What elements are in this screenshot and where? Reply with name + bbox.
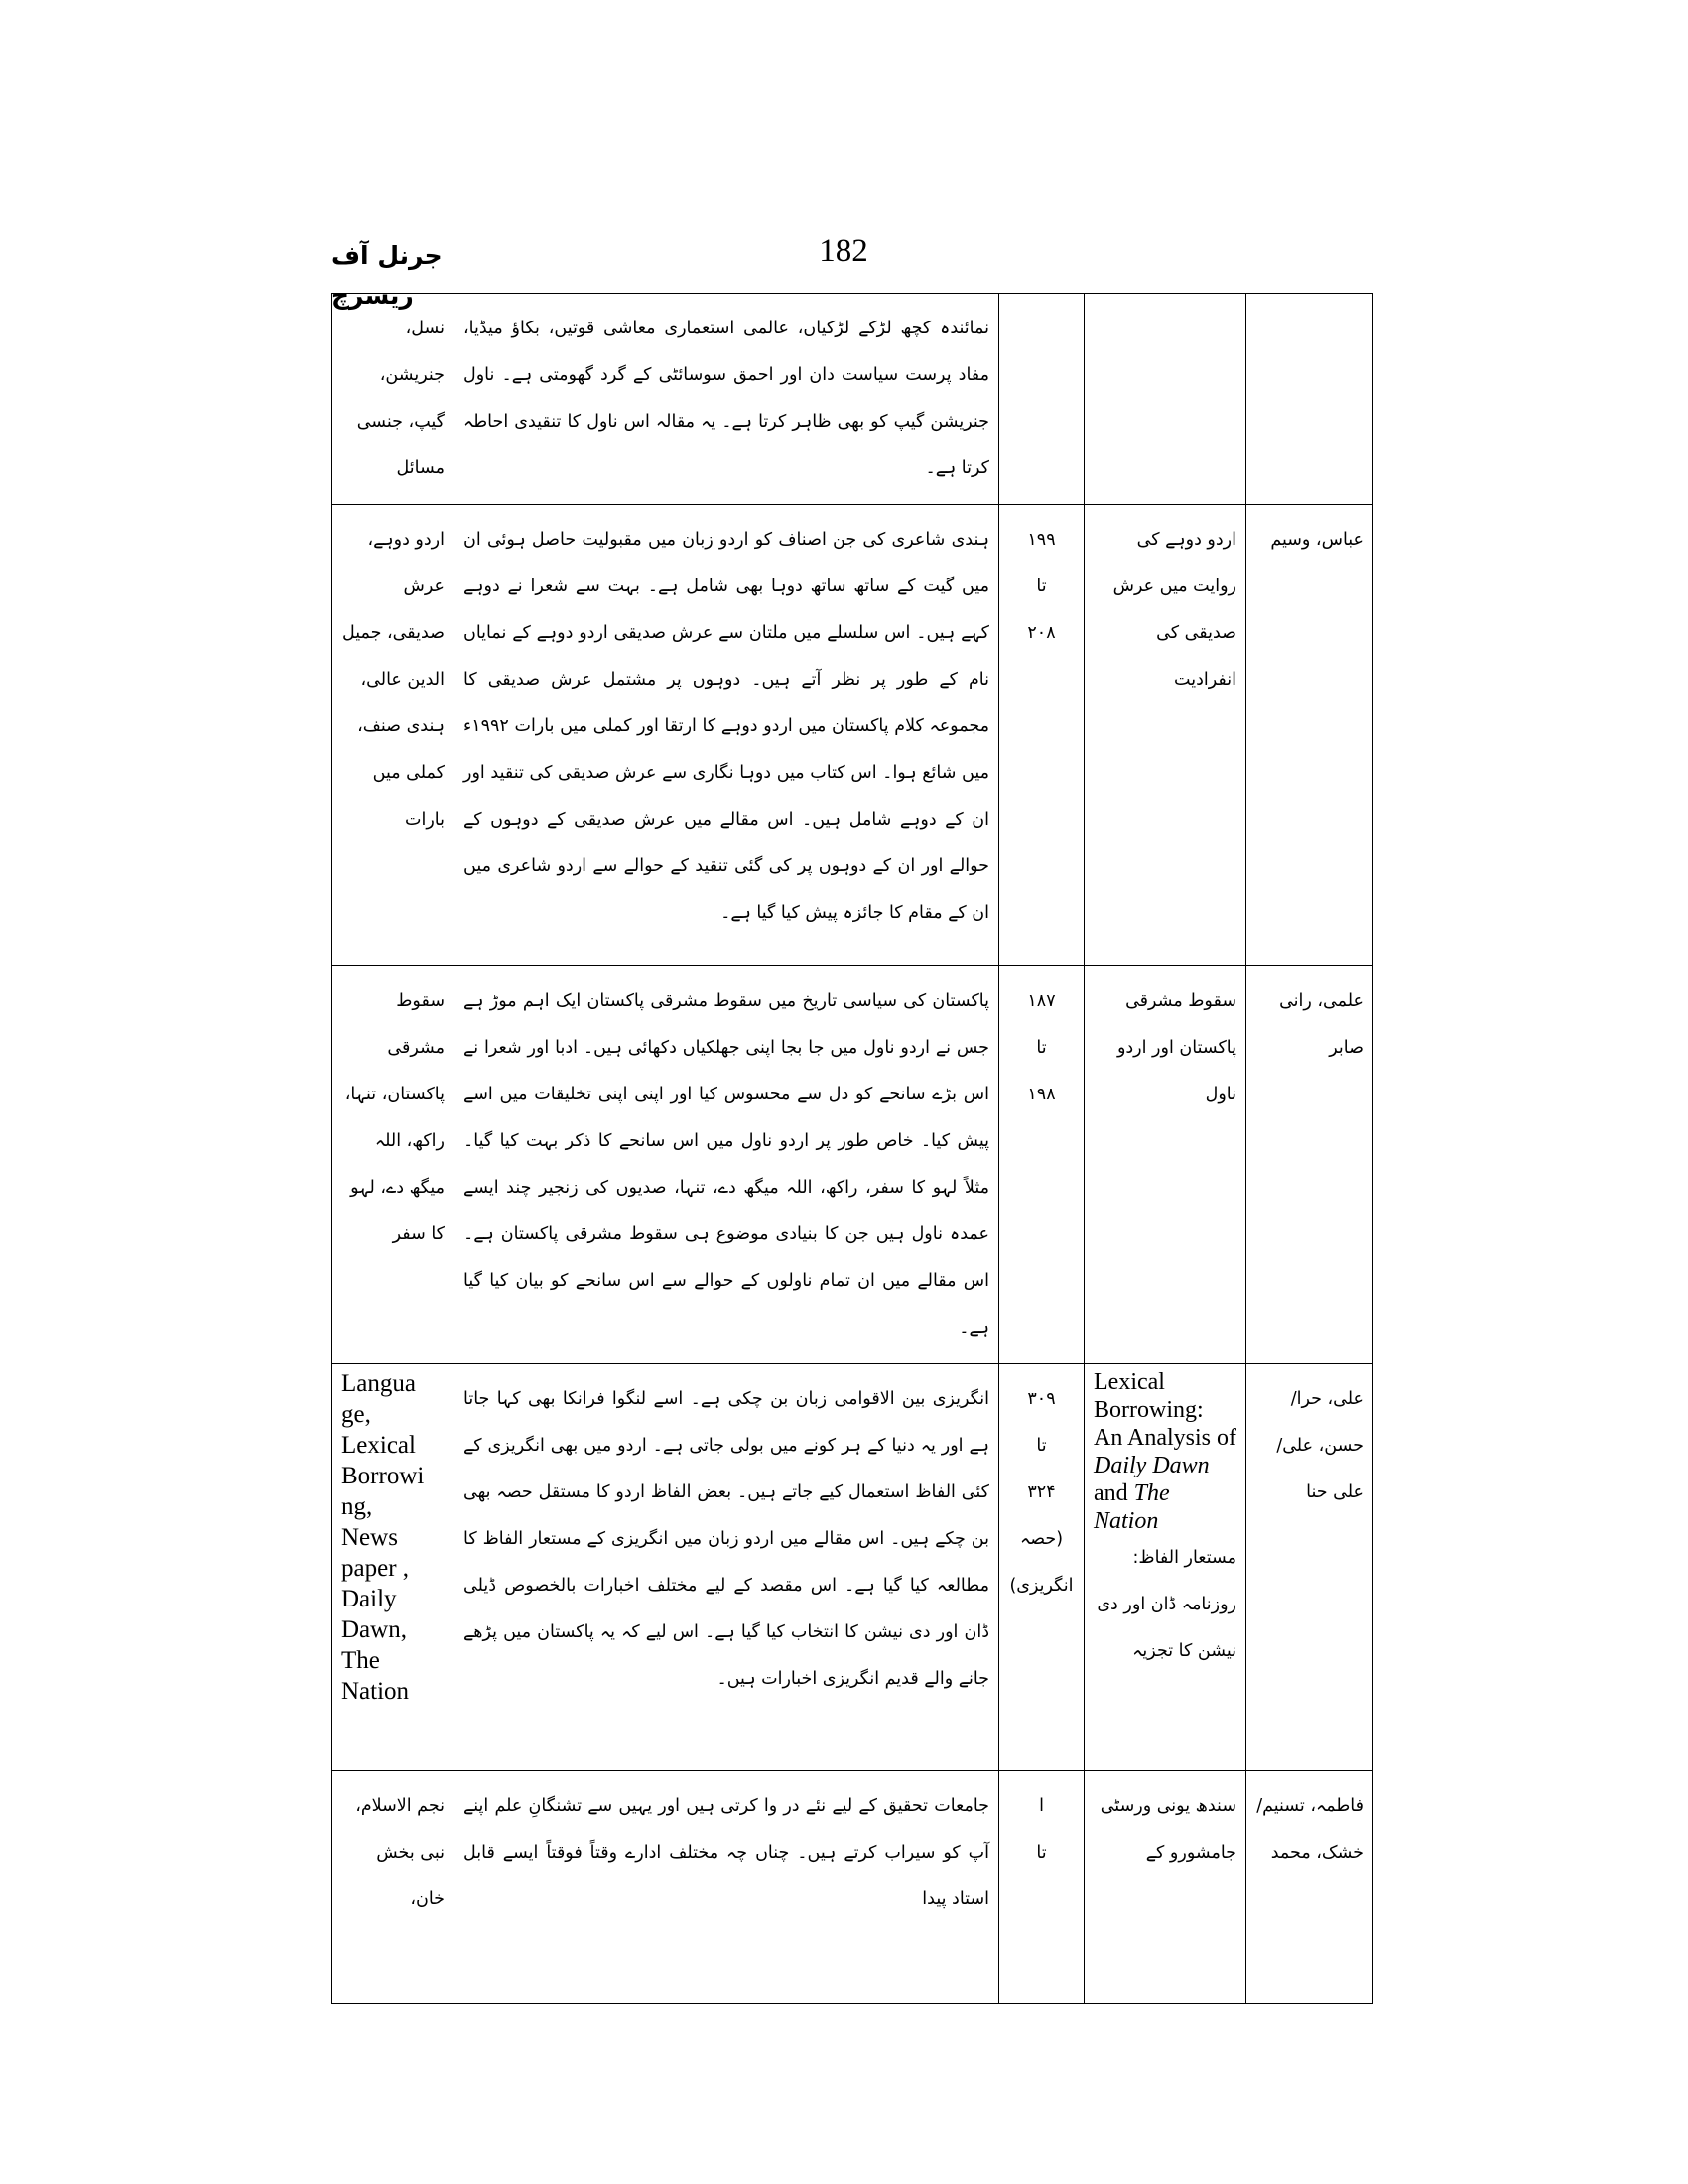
- authors-cell: [1246, 505, 1373, 966]
- authors-text: عباس، وسیم: [1270, 530, 1363, 550]
- page-note: (حصہ: [1019, 1529, 1064, 1549]
- keyword-line: Nation: [341, 1678, 410, 1705]
- title-text: مستعار الفاظ: روزنامہ ڈان اور دی نیشن کا تجزیہ: [1097, 1548, 1236, 1661]
- pages-cell: [999, 1364, 1085, 1771]
- page-end: ۲۰۸: [1027, 623, 1056, 643]
- page-to: تا: [1036, 577, 1047, 596]
- pages-cell: [999, 1771, 1085, 2004]
- page-to: تا: [1036, 1436, 1047, 1456]
- abstract-cell: [454, 1771, 999, 2004]
- keywords-cell: [332, 966, 454, 1364]
- keywords-cell: [332, 294, 454, 505]
- keyword-line: Lexical: [341, 1432, 416, 1459]
- keywords-cell: [332, 505, 454, 966]
- abstract-text: ہندی شاعری کی جن اصناف کو اردو زبان میں مقبولیت حاصل ہوئی ان میں گیت کے ساتھ ساتھ دوہا بھی شامل ہے۔ بہت سے شعرا نے دوہے کہے ہیں۔ اس سلسلے میں ملتان سے عرش صدیقی اردو دوہے کے نمایاں نام کے طور پر نظر آتے ہیں۔ دوہوں پر مشتمل عرش صدیقی کا مجموعہ کلام پاکستان میں اردو دوہے کا ارتقا اور کملی میں بارات ۱۹۹۲ء میں شائع ہوا۔ اس کتاب میں دوہا نگاری سے عرش صدیقی کی تنقید اور ان کے دوہے شامل ہیں۔ اس مقالے میں عرش صدیقی کے دوہوں کے حوالے اور ان کے دوہوں پر کی گئی تنقید کے حوالے سے اردو شاعری میں ان کے مقام کا جائزہ پیش کیا گیا ہے۔: [463, 530, 989, 923]
- abstract-text: جامعات تحقیق کے لیے نئے در وا کرتی ہیں اور یہیں سے تشنگانِ علم اپنے آپ کو سیراب کرتے ہیں۔ چناں چہ مختلف ادارے وقتاً فوقتاً ایسے قابل استاد پیدا: [463, 1796, 989, 1909]
- abstract-text: پاکستان کی سیاسی تاریخ میں سقوط مشرقی پاکستان ایک اہم موڑ ہے جس نے اردو ناول میں جا بجا اپنی جھلکیاں دکھائی ہیں۔ ادبا اور شعرا نے اس بڑے سانحے کو دل سے محسوس کیا اور اپنی اپنی تخلیقات میں اسے پیش کیا۔ خاص طور پر اردو ناول میں اس سانحے کا ذکر بہت کیا گیا۔ مثلاً لہو کا سفر، راکھ، اللہ میگھ دے، تنہا، صدیوں کی زنجیر چند ایسے عمدہ ناول ہیں جن کا بنیادی موضوع ہی سقوط مشرقی پاکستان ہے۔ اس مقالے میں ان تمام ناولوں کے حوالے سے اس سانحے کو بیان کیا گیا ہے۔: [463, 991, 989, 1338]
- table-row: [332, 1364, 1373, 1771]
- authors-cell: [1246, 1771, 1373, 2004]
- authors-cell: [1246, 294, 1373, 505]
- keyword-line: Daily: [341, 1586, 397, 1612]
- keyword-line: News: [341, 1524, 398, 1551]
- page-number: 182: [819, 233, 868, 269]
- pages-cell: [999, 966, 1085, 1364]
- authors-text: فاطمہ، تسنیم/ خشک، محمد: [1256, 1796, 1363, 1863]
- title-cell: [1085, 1364, 1246, 1771]
- abstract-text: انگریزی بین الاقوامی زبان بن چکی ہے۔ اسے لنگوا فرانکا بھی کہا جاتا ہے اور یہ دنیا کے ہر کونے میں بولی جاتی ہے۔ اردو میں بھی انگریزی کے کئی الفاظ استعمال کیے جاتے ہیں۔ بعض الفاظ اردو کا مستقل حصہ بھی بن چکے ہیں۔ اس مقالے میں اردو زبان میں انگریزی کے مستعار الفاظ کا مطالعہ کیا گیا ہے۔ اس مقصد کے لیے مختلف اخبارات بالخصوص ڈیلی ڈان اور دی نیشن کا انتخاب کیا گیا ہے۔ اس لیے کہ یہ پاکستان میں پڑھے جانے والے قدیم انگریزی اخبارات ہیں۔: [463, 1389, 989, 1689]
- title-en-italic: Daily Dawn: [1094, 1453, 1210, 1478]
- keyword-line: ge,: [341, 1401, 371, 1428]
- keyword-line: ng,: [341, 1493, 373, 1520]
- title-en-italic: The Nation: [1094, 1480, 1170, 1534]
- abstract-cell: [454, 1364, 999, 1771]
- keyword-line: Dawn,: [341, 1616, 407, 1643]
- keyword-line: The: [341, 1647, 380, 1674]
- title-cell: [1085, 966, 1246, 1364]
- page-start: ۱۹۹: [1027, 530, 1056, 550]
- abstract-cell: [454, 294, 999, 505]
- title-en-part: and: [1094, 1480, 1128, 1506]
- pages-cell: [999, 294, 1085, 505]
- pages-cell: [999, 505, 1085, 966]
- page-to: تا: [1036, 1843, 1047, 1863]
- title-cell: [1085, 294, 1246, 505]
- keyword-line: Langua: [341, 1370, 416, 1397]
- title-en-part: Lexical Borrowing: An Analysis of: [1094, 1369, 1236, 1451]
- index-table: [331, 293, 1372, 1909]
- authors-text: علی، حرا/حسن، علی/علی حنا: [1276, 1389, 1363, 1502]
- keywords-text-en: [341, 1368, 445, 1707]
- page-to: تا: [1036, 1038, 1047, 1058]
- table-row: [332, 1771, 1373, 2004]
- table-row: [332, 505, 1373, 966]
- journal-title: جرنل آف ریسرچ: [331, 241, 443, 310]
- title-text: سندھ یونی ورسٹی جامشورو کے: [1100, 1796, 1236, 1863]
- keyword-line: paper ,: [341, 1555, 410, 1582]
- keywords-text: نجم الاسلام، نبی بخش خان،: [355, 1796, 445, 1909]
- authors-cell: [1246, 966, 1373, 1364]
- title-text: سقوط مشرقی پاکستان اور اردو ناول: [1116, 991, 1236, 1104]
- table-row: [332, 966, 1373, 1364]
- abstract-text: نمائندہ کچھ لڑکے لڑکیاں، عالمی استعماری معاشی قوتیں، بکاؤ میڈیا، مفاد پرست سیاست دان اور احمق سوسائٹی کے گرد گھومتی ہے۔ ناول جنریشن گیپ کو بھی ظاہر کرتا ہے۔ یہ مقالہ اس ناول کا تنقیدی احاطہ کرتا ہے۔: [463, 319, 989, 478]
- keywords-cell: [332, 1771, 454, 2004]
- abstract-cell: [454, 505, 999, 966]
- title-cell: [1085, 505, 1246, 966]
- abstract-cell: [454, 966, 999, 1364]
- page-end: ۱۹۸: [1027, 1085, 1056, 1104]
- keywords-text: اردو دوہے، عرش صدیقی، جمیل الدین عالی، ہندی صنف، کملی میں بارات: [341, 530, 445, 830]
- authors-text: علمی، رانی صابر: [1279, 991, 1363, 1058]
- page-start: ا: [1039, 1796, 1044, 1816]
- page-note: انگریزی): [1009, 1576, 1074, 1596]
- page-start: ۳۰۹: [1027, 1389, 1056, 1409]
- keywords-text: نسل، جنریشن، گیپ، جنسی مسائل: [356, 319, 445, 478]
- title-text: اردو دوہے کی روایت میں عرش صدیقی کی انفرادیت: [1112, 530, 1236, 690]
- title-text-en: [1094, 1368, 1236, 1535]
- keywords-text: سقوط مشرقی پاکستان، تنہا، راکھ، اللہ میگھ دے، لہو کا سفر: [344, 991, 445, 1244]
- table-row: [332, 294, 1373, 505]
- keywords-cell: [332, 1364, 454, 1771]
- page-end: ۳۲۴: [1027, 1482, 1056, 1502]
- page-start: ۱۸۷: [1027, 991, 1056, 1011]
- keyword-line: Borrowi: [341, 1463, 425, 1489]
- title-cell: [1085, 1771, 1246, 2004]
- authors-cell: [1246, 1364, 1373, 1771]
